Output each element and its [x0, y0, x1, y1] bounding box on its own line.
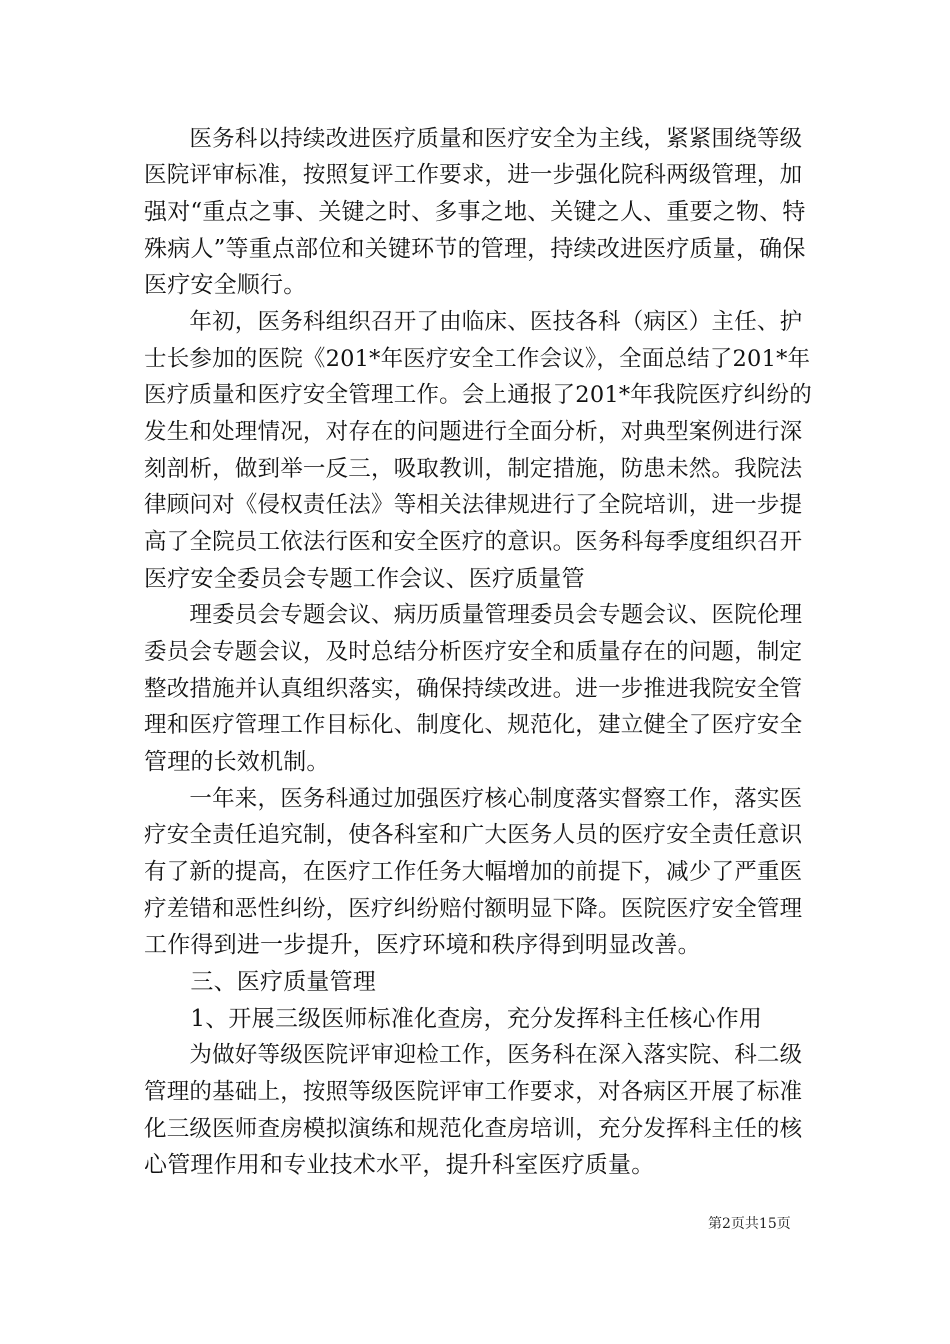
text-line: 理和医疗管理工作目标化、制度化、规范化，建立健全了医疗安全: [144, 712, 803, 738]
text-line: 疗安全责任追究制，使各科室和广大医务人员的医疗安全责任意识: [144, 822, 803, 848]
text-line: 一年来，医务科通过加强医疗核心制度落实督察工作，落实医: [144, 786, 803, 812]
text-line: 疗差错和恶性纠纷，医疗纠纷赔付额明显下降。医院医疗安全管理: [144, 896, 803, 922]
text-line: 工作得到进一步提升，医疗环境和秩序得到明显改善。: [144, 932, 701, 958]
text-line: 士长参加的医院《201*年医疗安全工作会议》，全面总结了201*年: [144, 346, 811, 372]
text-line: 殊病人”等重点部位和关键环节的管理，持续改进医疗质量，确保: [144, 236, 806, 262]
text-line: 医疗安全委员会专题工作会议、医疗质量管: [144, 566, 585, 592]
text-line: 强对“重点之事、关键之时、多事之地、关键之人、重要之物、特: [144, 199, 806, 225]
page-number: 第2页共15页: [708, 1216, 791, 1232]
text-line: 理委员会专题会议、病历质量管理委员会专题会议、医院伦理: [144, 602, 803, 628]
text-line: 委员会专题会议，及时总结分析医疗安全和质量存在的问题，制定: [144, 639, 803, 665]
text-line: 管理的长效机制。: [144, 749, 330, 775]
subsection-heading: 1、开展三级医师标准化查房，充分发挥科主任核心作用: [144, 1006, 763, 1032]
text-line: 整改措施并认真组织落实，确保持续改进。进一步推进我院安全管: [144, 676, 803, 702]
text-line: 高了全院员工依法行医和安全医疗的意识。医务科每季度组织召开: [144, 529, 803, 555]
text-line: 律顾问对《侵权责任法》等相关法律规进行了全院培训，进一步提: [144, 492, 803, 518]
text-line: 年初，医务科组织召开了由临床、医技各科（病区）主任、护: [144, 309, 803, 335]
text-line: 医院评审标准，按照复评工作要求，进一步强化院科两级管理，加: [144, 162, 803, 188]
text-line: 医疗安全顺行。: [144, 272, 307, 298]
section-heading: 三、医疗质量管理: [144, 969, 376, 995]
text-line: 有了新的提高，在医疗工作任务大幅增加的前提下，减少了严重医: [144, 859, 803, 885]
text-line: 为做好等级医院评审迎检工作，医务科在深入落实院、科二级: [144, 1042, 803, 1068]
text-line: 发生和处理情况，对存在的问题进行全面分析，对典型案例进行深: [144, 419, 803, 445]
text-line: 化三级医师查房模拟演练和规范化查房培训，充分发挥科主任的核: [144, 1116, 803, 1142]
text-line: 管理的基础上，按照等级医院评审工作要求，对各病区开展了标准: [144, 1079, 803, 1105]
text-line: 刻剖析，做到举一反三，吸取教训，制定措施，防患未然。我院法: [144, 456, 803, 482]
text-line: 心管理作用和专业技术水平，提升科室医疗质量。: [144, 1152, 655, 1178]
text-line: 医疗质量和医疗安全管理工作。会上通报了201*年我院医疗纠纷的: [144, 382, 812, 408]
text-line: 医务科以持续改进医疗质量和医疗安全为主线，紧紧围绕等级: [144, 126, 803, 152]
